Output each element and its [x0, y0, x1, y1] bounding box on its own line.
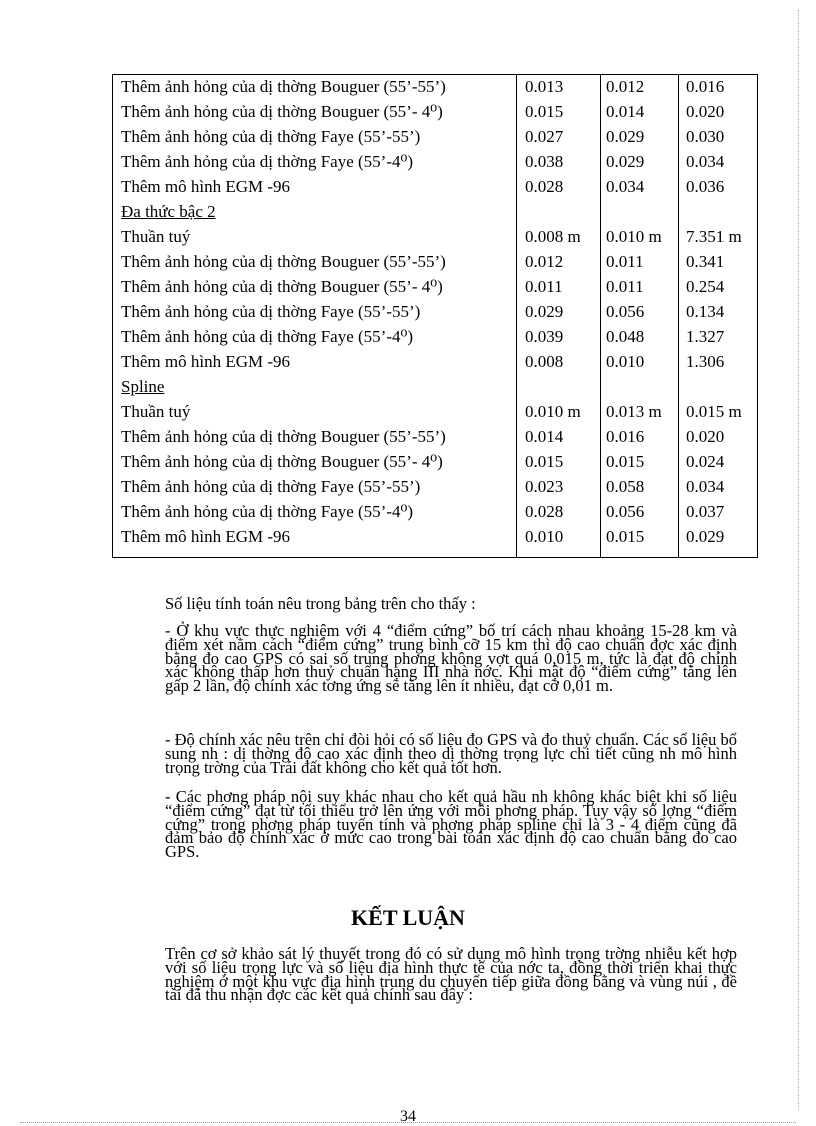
row-value: 0.015 — [606, 452, 645, 471]
table-section-header — [113, 375, 757, 400]
row-value: 0.034 — [606, 177, 645, 196]
row-label: Spline — [121, 377, 165, 396]
row-label: Thêm ảnh hỏng của dị thờng Bouguer (55’- 4⁰) — [121, 277, 443, 296]
row-label: Thêm ảnh hỏng của dị thờng Faye (55’-55’) — [121, 302, 421, 321]
table-row — [113, 225, 757, 250]
row-value: 0.058 — [606, 477, 645, 496]
row-value: 0.010 — [606, 352, 645, 371]
paragraph-2: - Độ chính xác nêu trên chỉ đòi hỏi có số liệu đo GPS và đo thuỷ chuẩn. Các số liệu bổ sung nh : dị thờng độ cao xác định theo dị thờng trọng lực chi tiết cũng nh mô hình trọng trờng của Trái đất không cho kết quả tốt hơn. — [165, 730, 737, 777]
conclusion-title: KẾT LUẬN — [351, 905, 465, 930]
row-value: 0.023 — [525, 477, 564, 496]
table-row — [113, 350, 757, 375]
row-value: 0.010 m — [525, 402, 581, 421]
results-table — [112, 74, 758, 558]
table-row — [113, 400, 757, 425]
row-value: 0.036 — [686, 177, 725, 196]
row-value: 0.013 — [525, 77, 564, 96]
table-row — [113, 125, 757, 150]
row-value: 0.014 — [606, 102, 645, 121]
row-value: 0.056 — [606, 302, 645, 321]
row-value: 0.029 — [606, 127, 645, 146]
row-value: 0.015 m — [686, 402, 742, 421]
row-label: Thêm mô hình EGM -96 — [121, 527, 291, 546]
row-value: 0.012 — [525, 252, 564, 271]
row-value: 0.134 — [686, 302, 725, 321]
row-label: Thuần tuý — [121, 227, 191, 246]
row-label: Thêm ảnh hỏng của dị thờng Bouguer (55’-55’) — [121, 77, 446, 96]
row-value: 0.024 — [686, 452, 725, 471]
row-value: 0.341 — [686, 252, 725, 271]
row-label: Thêm ảnh hỏng của dị thờng Faye (55’-4⁰) — [121, 327, 413, 346]
row-value: 0.034 — [686, 152, 725, 171]
row-value: 0.038 — [525, 152, 564, 171]
row-value: 0.010 — [525, 527, 564, 546]
row-label: Thêm ảnh hỏng của dị thờng Bouguer (55’-55’) — [121, 427, 446, 446]
row-value: 1.306 — [686, 352, 725, 371]
row-value: 0.011 — [606, 252, 644, 271]
row-value: 0.015 — [606, 527, 645, 546]
row-value: 0.010 m — [606, 227, 662, 246]
row-label: Đa thức bậc 2 — [121, 202, 216, 221]
row-value: 0.029 — [525, 302, 564, 321]
row-value: 0.015 — [525, 452, 564, 471]
row-label: Thuần tuý — [121, 402, 191, 421]
row-value: 0.016 — [606, 427, 645, 446]
row-value: 0.015 — [525, 102, 564, 121]
table-row — [113, 275, 757, 300]
row-value: 0.012 — [606, 77, 645, 96]
table-row — [113, 450, 757, 475]
row-label: Thêm ảnh hỏng của dị thờng Faye (55’-4⁰) — [121, 502, 413, 521]
row-value: 0.020 — [686, 427, 725, 446]
table-row — [113, 150, 757, 175]
row-value: 0.039 — [525, 327, 564, 346]
table-row — [113, 500, 757, 525]
table-row — [113, 175, 757, 200]
row-value: 0.013 m — [606, 402, 662, 421]
row-value: 0.011 — [525, 277, 563, 296]
row-value: 0.020 — [686, 102, 725, 121]
paragraph-1: - Ở khu vực thực nghiệm với 4 “điểm cứng” bố trí cách nhau khoảng 15-28 km và điểm xét nằm cách “điểm cứng” trung bình cỡ 15 km thì độ cao chuẩn đợc xác định bằng đo cao GPS có sai số trung phơng không vợt quá 0,015 m, tức là đạt độ chính xác không thấp hơn thuỷ chuẩn hạng III nhà nớc. Khi mật độ “điểm cứng” tăng lên gấp 2 lần, độ chính xác tơng ứng sẽ tăng lên ít nhiều, đạt cỡ 0,01 m. — [165, 621, 737, 696]
table-section-header — [113, 200, 757, 225]
row-label: Thêm ảnh hỏng của dị thờng Bouguer (55’-55’) — [121, 252, 446, 271]
row-value: 0.037 — [686, 502, 725, 521]
row-value: 1.327 — [686, 327, 725, 346]
row-value: 0.056 — [606, 502, 645, 521]
row-value: 0.030 — [686, 127, 725, 146]
table-row — [113, 425, 757, 450]
row-value: 0.027 — [525, 127, 564, 146]
row-label: Thêm ảnh hỏng của dị thờng Faye (55’-55’) — [121, 477, 421, 496]
table-row — [113, 525, 757, 550]
row-label: Thêm ảnh hỏng của dị thờng Bouguer (55’- 4⁰) — [121, 102, 443, 121]
row-value: 0.014 — [525, 427, 564, 446]
row-value: 0.011 — [606, 277, 644, 296]
row-label: Thêm ảnh hỏng của dị thờng Bouguer (55’- 4⁰) — [121, 452, 443, 471]
row-value: 0.028 — [525, 177, 564, 196]
row-value: 0.029 — [606, 152, 645, 171]
row-value: 0.048 — [606, 327, 645, 346]
row-value: 0.034 — [686, 477, 725, 496]
row-value: 0.254 — [686, 277, 725, 296]
margin-guide — [798, 10, 799, 1110]
row-label: Thêm ảnh hỏng của dị thờng Faye (55’-4⁰) — [121, 152, 413, 171]
row-value: 0.029 — [686, 527, 725, 546]
table-row — [113, 75, 757, 100]
row-label: Thêm ảnh hỏng của dị thờng Faye (55’-55’) — [121, 127, 421, 146]
row-value: 0.008 m — [525, 227, 581, 246]
table-row — [113, 250, 757, 275]
paragraph-3: - Các phơng pháp nội suy khác nhau cho kết quả hầu nh không khác biệt khi số liệu “điểm cứng” đạt từ tối thiểu trở lên ứng với mỗi phơng pháp. Tuy vậy số lợng “điểm cứng” trong phơng pháp tuyến tính và phơng pháp spline chỉ là 3 - 4 điểm cũng đã đảm bảo độ chính xác ở mức cao trong bài toán xác định độ cao chuẩn bằng đo cao GPS. — [165, 787, 737, 862]
table-row — [113, 300, 757, 325]
intro-paragraph: Số liệu tính toán nêu trong bảng trên cho thấy : — [165, 594, 476, 613]
table-row — [113, 325, 757, 350]
row-value: 0.016 — [686, 77, 725, 96]
row-value: 0.008 — [525, 352, 564, 371]
table-row — [113, 100, 757, 125]
conclusion-paragraph: Trên cơ sở khảo sát lý thuyết trong đó có sử dụng mô hình trọng trờng nhiễu kết hợp với số liệu trọng lực và số liệu địa hình thực tế của nớc ta, đồng thời triển khai thực nghiệm ở một khu vực địa hình trung du chuyển tiếp giữa đồng bằng và vùng núi , đề tài đã thu nhận đợc các kết quả chính sau đây : — [165, 944, 737, 1005]
row-value: 7.351 m — [686, 227, 742, 246]
row-label: Thêm mô hình EGM -96 — [121, 352, 291, 371]
row-label: Thêm mô hình EGM -96 — [121, 177, 291, 196]
page-number: 34 — [400, 1108, 416, 1125]
table-row — [113, 475, 757, 500]
row-value: 0.028 — [525, 502, 564, 521]
